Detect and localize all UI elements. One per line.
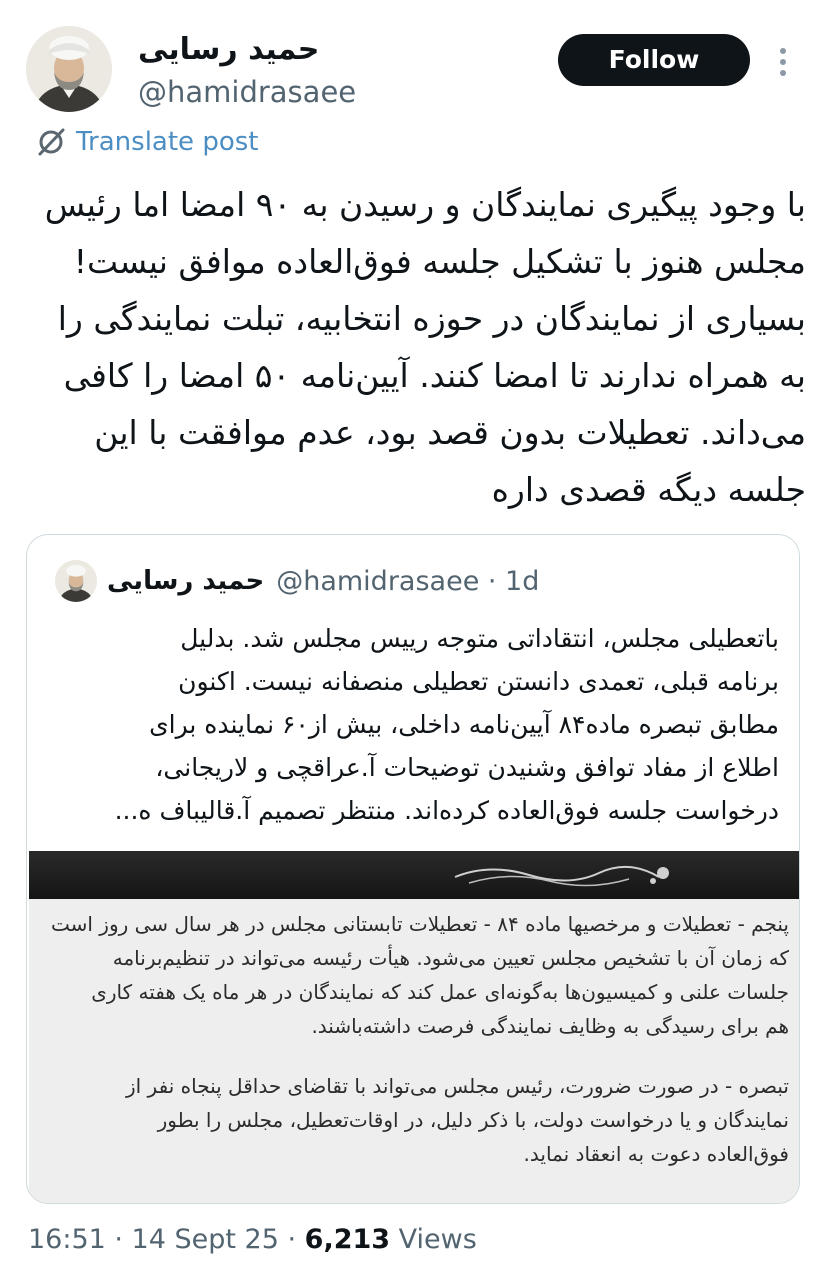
image-line: جلسات علنی و کمیسیون‌ها به‌گونه‌ای عمل کند که نمایندگان در هر ماه یک هفته کاری: [91, 980, 789, 1004]
post-line: مجلس هنوز با تشکیل جلسه فوق‌العاده موافق نیست!: [73, 242, 806, 281]
translate-post-link[interactable]: [34, 124, 258, 160]
translate-label: Translate post: [76, 127, 259, 157]
views-count: 6,213: [304, 1224, 391, 1255]
image-line: که زمان آن با تشخیص مجلس تعیین می‌شود. هیأت رئیسه می‌تواند در تنظیم‌برنامه: [112, 946, 789, 970]
image-line: پنجم - تعطیلات و مرخصیها ماده ۸۴ - تعطیلات تابستانی مجلس در هر سال سی روز است: [50, 912, 789, 936]
translate-icon: [34, 125, 68, 159]
image-line: هم برای رسیدگی به وظایف نمایندگی فرصت داشته‌باشند.: [311, 1014, 789, 1038]
quoted-line: مطابق تبصره ماده۸۴ آیین‌نامه داخلی، بیش از۶۰ نماینده برای: [149, 710, 779, 739]
quoted-display-name: حمید رسایی: [107, 566, 265, 596]
post-meta: [28, 1224, 477, 1264]
quoted-handle-time: @hamidrasaee · 1d: [276, 565, 540, 597]
post-line: جلسه دیگه قصدی داره: [491, 470, 806, 509]
paragraph-gap: [37, 1043, 789, 1069]
image-header-band: [29, 851, 799, 899]
more-icon[interactable]: [770, 44, 796, 80]
quoted-line: اطلاع از مفاد توافق وشنیدن توضیحات آ.عراقچی و لاریجانی،: [155, 753, 779, 782]
quoted-image[interactable]: [29, 851, 799, 1203]
image-line: فوق‌العاده دعوت به انعقاد نماید.: [523, 1142, 789, 1166]
author-avatar[interactable]: [26, 26, 112, 112]
post-line: بسیاری از نمایندگان در حوزه انتخابیه، تبلت نمایندگی را: [57, 299, 806, 338]
doc-logo: [449, 859, 679, 891]
image-line: تبصره - در صورت ضرورت، رئیس مجلس می‌تواند با تقاضای حداقل پنجاه نفر از: [125, 1074, 789, 1098]
quoted-header: [55, 559, 539, 603]
quoted-line: برنامه قبلی، تعمدی دانستن تعطیلی منصفانه نیست. اکنون: [178, 667, 779, 696]
post-text: [20, 176, 806, 518]
post-line: با وجود پیگیری نمایندگان و رسیدن به ۹۰ امضا اما رئیس: [44, 185, 806, 224]
post-line: می‌داند. تعطیلات بدون قصد بود، عدم موافقت با این: [94, 413, 806, 452]
follow-button[interactable]: Follow: [558, 34, 750, 86]
post-line: به همراه ندارند تا امضا کنند. آیین‌نامه ۵۰ امضا را کافی: [63, 356, 806, 395]
image-text: [37, 907, 789, 1171]
quoted-avatar: [55, 560, 97, 602]
views-label: Views: [390, 1224, 477, 1255]
quoted-text: [43, 617, 779, 832]
quoted-line: درخواست جلسه فوق‌العاده کرده‌اند. منتظر تصمیم آ.قالیباف ه...: [114, 796, 779, 825]
quoted-post[interactable]: [26, 534, 800, 1204]
quoted-line: باتعطیلی مجلس، انتقاداتی متوجه رییس مجلس شد. بدلیل: [180, 624, 779, 653]
author-display-name[interactable]: حمید رسایی: [138, 32, 320, 67]
timestamp[interactable]: 16:51 · 14 Sept 25 ·: [28, 1224, 305, 1255]
post-header: [0, 0, 826, 125]
author-handle[interactable]: @hamidrasaee: [138, 75, 357, 109]
image-line: نمایندگان و یا درخواست دولت، با ذکر دلیل، در اوقات‌تعطیل، مجلس را بطور: [157, 1108, 789, 1132]
